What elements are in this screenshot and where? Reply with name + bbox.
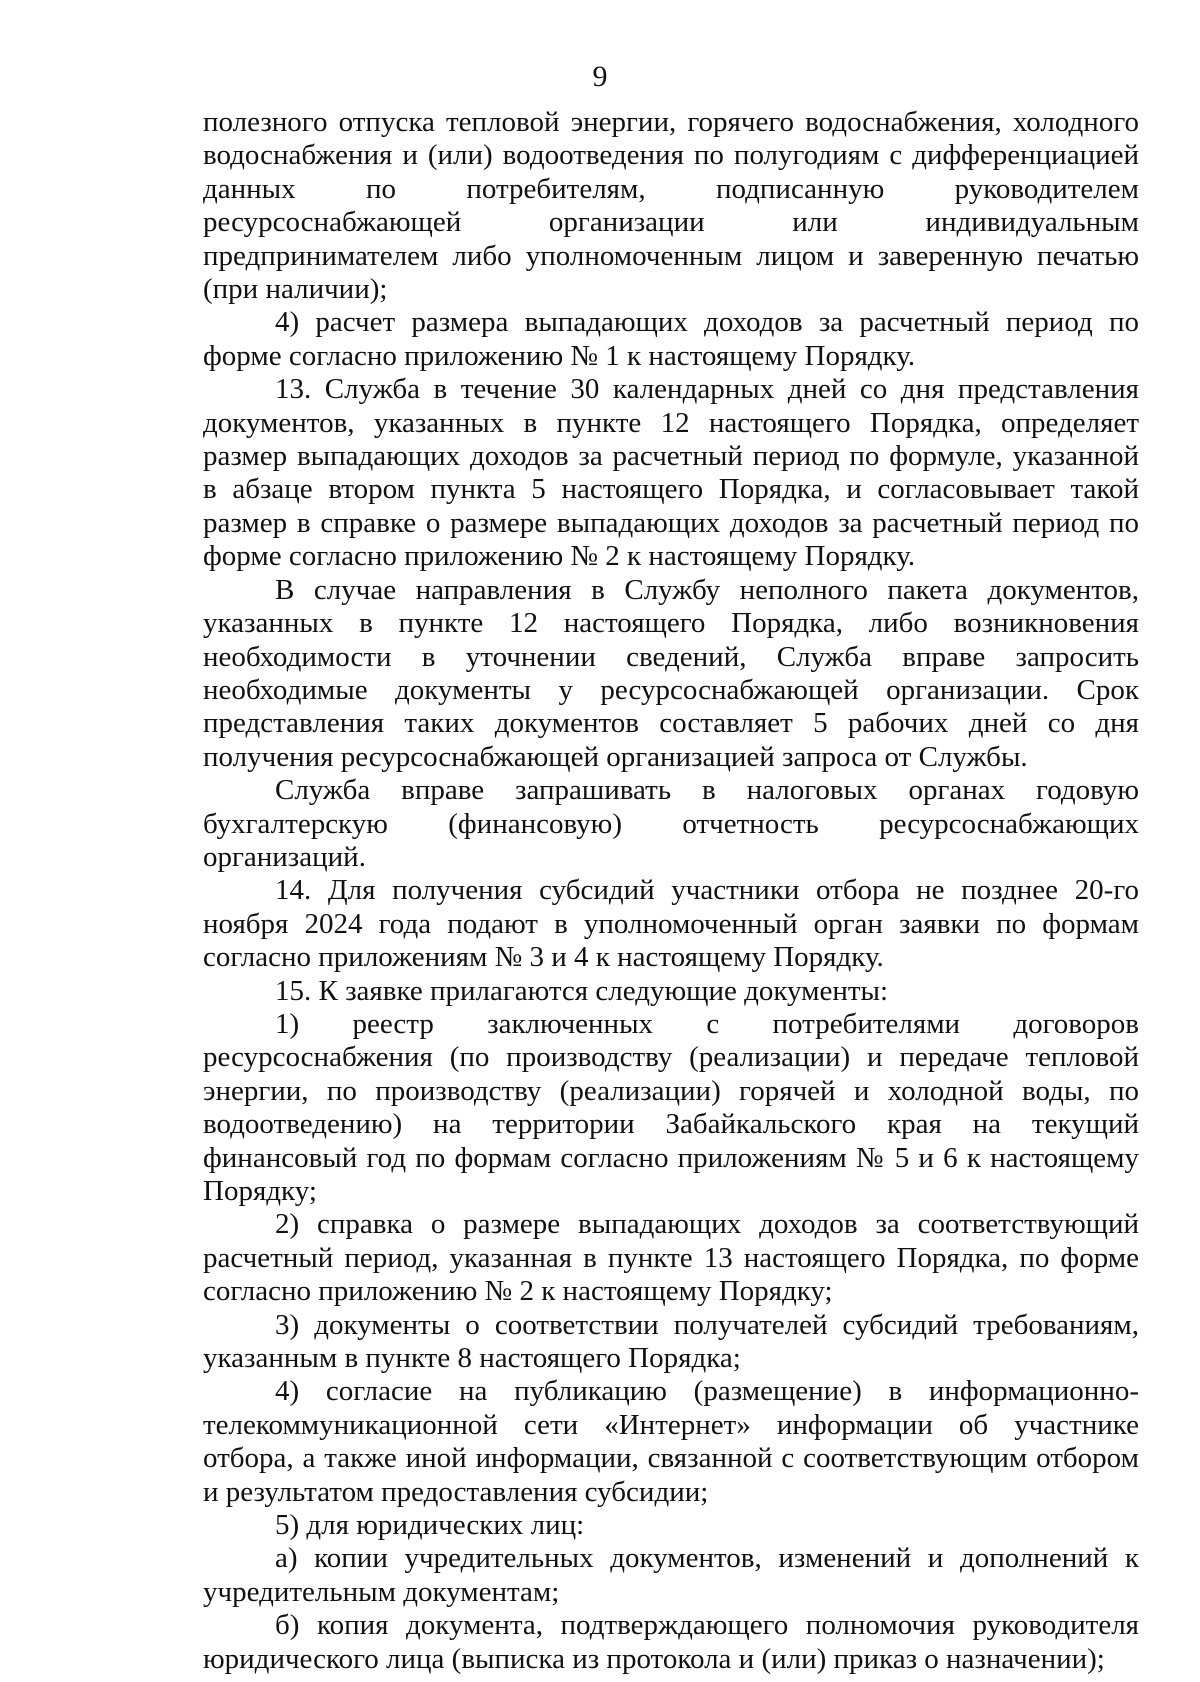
paragraph-item-4-consent: 4) согласие на публикацию (размещение) в информационно-телекоммуникационной сети «Интернет» информации об участнике отбора, а также иной информации, связанной с соответствующим отбором и результатом предоставления субсидии; [203,1375,1139,1508]
paragraph-clause-14: 14. Для получения субсидий участники отбора не позднее 20-го ноября 2024 года подают в уполномоченный орган заявки по формам согласно приложениям № 3 и 4 к настоящему Порядку. [203,874,1139,974]
document-body [203,106,1139,1676]
paragraph-subitem-b: б) копия документа, подтверждающего полномочия руководителя юридического лица (выписка из протокола и (или) приказ о назначении); [203,1609,1139,1675]
paragraph-item-1-registry: 1) реестр заключенных с потребителями договоров ресурсоснабжения (по производству (реализации) и передаче тепловой энергии, по производству (реализации) горячей и холодной воды, по водоотведению) на территории Забайкальского края на текущий финансовый год по формам согласно приложениям № 5 и 6 к настоящему Порядку; [203,1007,1139,1207]
page-number: 9 [592,60,608,93]
paragraph-item-5-legal-entities: 5) для юридических лиц: [275,1509,585,1542]
paragraph-item-3-compliance: 3) документы о соответствии получателей субсидий требованиям, указанным в пункте 8 настоящего Порядка; [203,1308,1139,1375]
paragraph-subitem-a: а) копии учредительных документов, изменений и дополнений к учредительным документам; [203,1542,1139,1608]
paragraph-item-4-calculation: 4) расчет размера выпадающих доходов за расчетный период по форме согласно приложению № 1 к настоящему Порядку. [203,306,1139,372]
paragraph-clause-15: 15. К заявке прилагаются следующие документы: [275,974,889,1007]
paragraph-incomplete-package: В случае направления в Службу неполного пакета документов, указанных в пункте 12 настоящего Порядка, либо возникновения необходимости в уточнении сведений, Служба вправе запросить необходимые документы у ресурсоснабжающей организации. Срок представления таких документов составляет 5 рабочих дней со дня получения ресурсоснабжающей организацией запроса от Службы. [203,573,1139,773]
paragraph-tax-request: Служба вправе запрашивать в налоговых органах годовую бухгалтерскую (финансовую) отчетность ресурсоснабжающих организаций. [203,774,1139,873]
paragraph-clause-13: 13. Служба в течение 30 календарных дней со дня представления документов, указанных в пункте 12 настоящего Порядка, определяет размер выпадающих доходов за расчетный период по формуле, указанной в абзаце втором пункта 5 настоящего Порядка, и согласовывает такой размер в справке о размере выпадающих доходов за расчетный период по форме согласно приложению № 2 к настоящему Порядку. [203,373,1139,573]
paragraph-continuation: полезного отпуска тепловой энергии, горячего водоснабжения, холодного водоснабжения и (или) водоотведения по полугодиям с дифференциацией данных по потребителям, подписанную руководителем ресурсоснабжающей организации или индивидуальным предпринимателем либо уполномоченным лицом и заверенную печатью (при наличии); [203,106,1139,306]
paragraph-item-2-certificate: 2) справка о размере выпадающих доходов за соответствующий расчетный период, указанная в пункте 13 настоящего Порядка, по форме согласно приложению № 2 к настоящему Порядку; [203,1208,1139,1308]
